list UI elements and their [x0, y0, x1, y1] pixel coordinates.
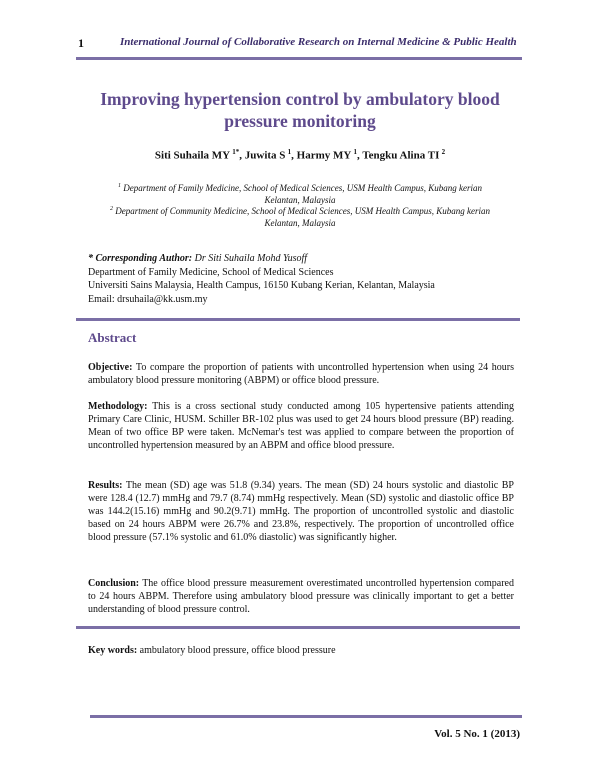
volume-info: Vol. 5 No. 1 (2013): [434, 728, 520, 740]
author-list: Siti Suhaila MY $^{1*}$, Juwita S $^1$, Harmy MY $^1$, Tengku Alina TI $^2$: [154, 148, 446, 162]
abstract-conclusion: [88, 577, 514, 616]
author-name: Juwita S: [244, 149, 286, 162]
author-name: Harmy MY: [296, 149, 352, 162]
conclusion-text: The office blood pressure measurement overestimated uncontrolled hypertension compared to 24 hours ABPM. Therefore using ambulatory blood pressure was clinically important to get a better understanding of blood pressure control.: [88, 578, 514, 615]
corresponding-author-name: Dr Siti Suhaila Mohd Yusoff: [194, 253, 308, 264]
keywords-divider: [76, 626, 520, 629]
paper-title: Improving hypertension control by ambulatory blood pressure monitoring: [100, 89, 500, 131]
author-affiliation-mark: 1: [353, 148, 358, 156]
author-name: Siti Suhaila MY: [154, 149, 231, 162]
affiliation-text: Department of Family Medicine, School of Medical Sciences, USM Health Campus, Kubang kerian Kelantan, Malaysia: [123, 183, 482, 205]
author-affiliation-mark: 1: [287, 148, 292, 156]
author-name: Tengku Alina TI: [362, 149, 440, 162]
abstract-methodology: [88, 400, 514, 452]
methodology-label: Methodology:: [88, 401, 148, 412]
author-affiliation-mark: 1*: [232, 148, 240, 156]
keywords: [88, 645, 514, 656]
abstract-results: [88, 479, 514, 544]
objective-label: Objective:: [88, 362, 133, 373]
affiliation-mark: 2: [110, 206, 114, 212]
journal-name: International Journal of Collaborative Research on Internal Medicine & Public Health: [120, 36, 517, 48]
abstract-heading: Abstract: [88, 330, 137, 345]
results-text: The mean (SD) age was 51.8 (9.34) years. The mean (SD) 24 hours systolic and diastolic BP were 128.4 (12.7) mmHg and 79.7 (8.74) mmHg respectively. Mean (SD) systolic and diastolic office BP was 144.2(15.16) mmHg and 90.2(9.71) mmHg. The proportion of uncontrolled systolic and diastolic based on 24 hours ABPM were 26.7% and 23.8%, respectively. The proportion of uncontrolled office blood pressure (57.1% systolic and 61.0% diastolic) was significantly higher.: [88, 480, 514, 543]
methodology-text: This is a cross sectional study conducted among 105 hypertensive patients attending Primary Care Clinic, HUSM. Schiller BR-102 plus was used to get 24 hours blood pressure (BP) reading. Mean of two office BP were taken. McNemar's test was applied to compare between the proportion of uncontrolled hypertension measured by an ABPM and office blood pressure.: [88, 401, 514, 451]
abstract-objective: [88, 361, 514, 387]
page-number: 1: [78, 36, 84, 50]
abstract-divider: [76, 318, 520, 321]
results-label: Results:: [88, 480, 123, 491]
corresponding-author-label: * Corresponding Author:: [88, 253, 193, 264]
keywords-label: Key words:: [88, 645, 138, 656]
corresponding-address: Universiti Sains Malaysia, Health Campus, 16150 Kubang Kerian, Kelantan, Malaysia: [88, 280, 435, 291]
affiliation-mark: 1: [118, 183, 122, 189]
footer-divider: [90, 715, 522, 718]
conclusion-label: Conclusion:: [88, 578, 140, 589]
objective-text: To compare the proportion of patients with uncontrolled hypertension when using 24 hours ambulatory blood pressure monitoring (ABPM) or office blood pressure.: [88, 362, 514, 386]
header-divider: [76, 57, 522, 60]
affiliation-2: [100, 203, 500, 229]
corresponding-department: Department of Family Medicine, School of Medical Sciences: [88, 266, 334, 278]
author-affiliation-mark: 2: [441, 148, 446, 156]
corresponding-author-block: [88, 252, 518, 306]
keywords-text: ambulatory blood pressure, office blood pressure: [139, 645, 336, 656]
affiliation-text: Department of Community Medicine, School of Medical Sciences, USM Health Campus, Kubang kerian Kelantan, Malaysia: [115, 206, 490, 228]
corresponding-email: Email: drsuhaila@kk.usm.my: [88, 293, 208, 305]
